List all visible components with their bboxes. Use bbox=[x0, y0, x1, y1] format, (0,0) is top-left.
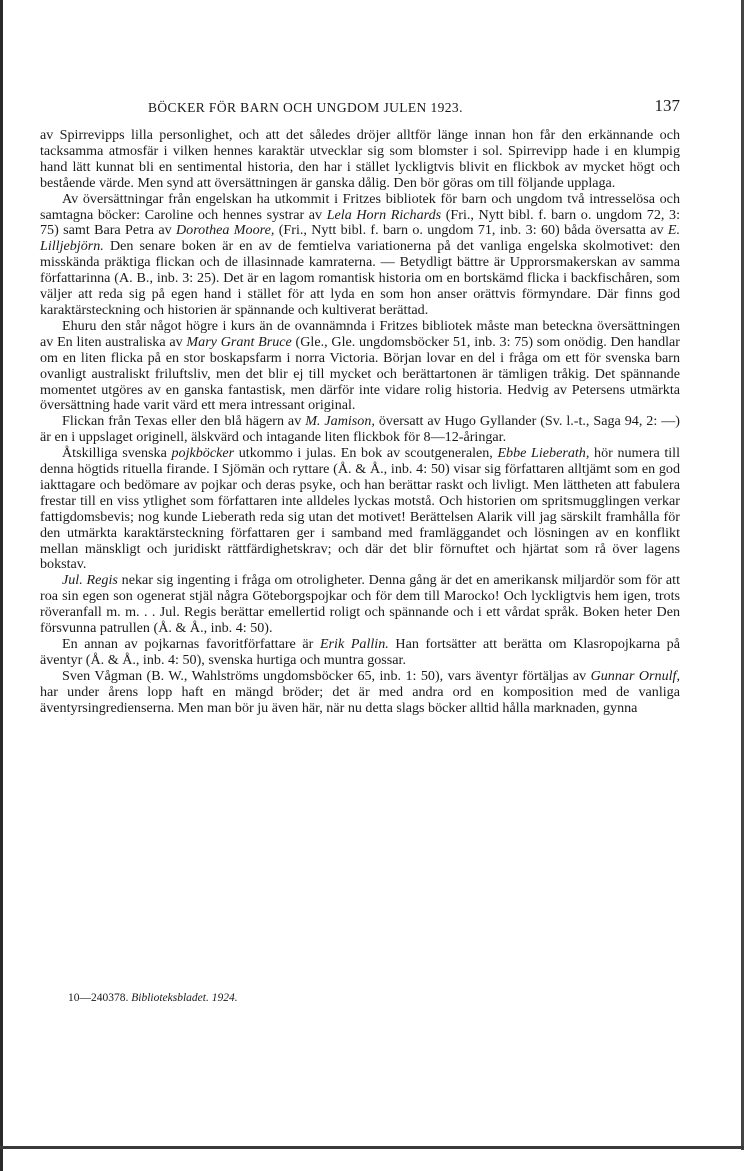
running-header bbox=[40, 96, 680, 120]
text-run: Sven Vågman (B. W., Wahlströms ungdomsböcker 65, inb. 1: 50), vars äventyr förtäljas av bbox=[62, 667, 591, 684]
italic-name: Lela Horn Richards bbox=[326, 206, 442, 223]
italic-name: E. Lilljebjörn. bbox=[40, 222, 680, 255]
text-run: Flickan från Texas eller den blå hägern av bbox=[62, 413, 306, 430]
italic-name: Jul. Regis bbox=[62, 572, 118, 589]
italic-name: Mary Grant Bruce bbox=[186, 333, 292, 350]
italic-name: Dorothea Moore, bbox=[175, 222, 275, 239]
text-run: Han fortsätter att berätta om Klasropojkarna på äventyr (Å. & Å., inb. 4: 50), svenska hurtiga och muntra gossar. bbox=[40, 636, 680, 668]
text-run: En annan av pojkarnas favoritförfattare är bbox=[62, 636, 320, 652]
text-run: har under årens lopp haft en mängd bröder; det är med andra ord en komposition med de vanliga äventyrsingredienserna. Men man bör ju även här, när nu detta slags böcker alltid hålla marknaden, gynna bbox=[40, 683, 680, 716]
paragraph-p5 bbox=[40, 446, 680, 573]
header-title: BÖCKER FÖR BARN OCH UNGDOM JULEN 1923. bbox=[148, 100, 463, 115]
text-run: utkommo i julas. En bok av scoutgeneralen, bbox=[234, 445, 498, 462]
text-run: (Fri., Nytt bibl. f. barn o. ungdom 72, 3: 75) samt Bara Petra av bbox=[40, 206, 680, 239]
scan-edge-left bbox=[0, 0, 3, 1171]
page-number: 137 bbox=[654, 96, 680, 115]
paragraph-p4 bbox=[40, 414, 680, 446]
text-run: hör numera till denna högtids rituella firande. I Sjömän och ryttare (Å. & Å., inb. 4: 50) visar sig författaren alltjämt som en god iakttagare och bedömare av pojkar och deras psyke, och han berättar raskt och livligt. Men lättheten att fabulera frestar till en viss ytlighet som författaren inte alldeles lyckas motstå. Och historien om spritsmugglingen verkar fattigdomsbevis; nog kunde Lieberath reda sig utan det motivet! Berättelsen Alarik vill jag särskilt framhålla för den utmärkta karaktärsteckning författaren ger i samband med framläggandet och lösningen av en konflikt mellan mänskligt och juridiskt rättfärdighetskrav; och där det blir förnuftet och hjärtat som rå över lagens bokstav. bbox=[40, 445, 681, 573]
paragraph-p3 bbox=[40, 319, 680, 414]
text-run: (Fri., Nytt bibl. f. barn o. ungdom 71, inb. 3: 60) båda översatta av bbox=[274, 222, 668, 239]
text-run: Den senare boken är en av de femtielva variationerna på det vanliga engelska skolmotivet: den misskända präktiga flickan och de illasinnade kamraterna. — Betydligt bättre är Upprorsmakerskan av samma författarinna (A. B., inb. 3: 25). Det är en lagom romantisk historia om en bortskämd flicka i backfischåren, som väljer att reda sig på egen hand i stället för att lyda en som hon anser orättvis förmyndare. Där finns god karaktärsteckning och historien är spännande och kultiverat berättad. bbox=[40, 238, 680, 318]
footer-journal: Biblioteksbladet. bbox=[131, 992, 209, 1004]
paragraph-p6 bbox=[40, 573, 680, 637]
paragraph-p2 bbox=[40, 192, 680, 319]
scan-edge-bottom bbox=[0, 1146, 744, 1149]
footer-sheet-number: 10—240378. bbox=[68, 992, 129, 1004]
text-run: Ehuru den står något högre i kurs än de ovannämnda i Fritzes bibliotek måste man beteckna översättningen av En liten australiska av bbox=[40, 317, 680, 350]
italic-name: M. Jamison, bbox=[305, 413, 375, 430]
paragraph-p7 bbox=[40, 637, 680, 669]
footer-signature bbox=[68, 992, 238, 1004]
text-run: (Gle., Gle. ungdomsböcker 51, inb. 3: 75) som onödig. Den handlar om en liten flicka på en stor boskapsfarm i norra Victoria. Början lovar en del i fråga om ett för svenska barn ovanligt australiskt friluftsliv, men det blir ej till mycket och berättartonen är tämligen tråkig. Det spännande momentet utgöres av en ganska fantastisk, men därför inte vidare rolig historia. Hedvig av Petersens utmärkta översättning hade varit värd ett mera intressant original. bbox=[40, 333, 680, 414]
paragraph-p8 bbox=[40, 669, 680, 717]
italic-name: Erik Pallin. bbox=[319, 636, 389, 652]
text-run: översatt av Hugo Gyllander (Sv. l.-t., Saga 94, 2: —) är en i uppslaget originell, älskvärd och intagande liten flickbok för 8—12-åringar. bbox=[40, 413, 680, 446]
paragraph-p1 bbox=[40, 128, 680, 192]
italic-name: pojkböcker bbox=[171, 445, 235, 462]
text-run: nekar sig ingenting i fråga om otroligheter. Denna gång är det en amerikansk miljardör som för att roa sin egen son ogenerat stjäl några Göteborgspojkar och för dem till Marocko! Och lyckligtvis hem igen, trots röveranfall m. m. . . Jul. Regis berättar emellertid roligt och spännande och i ett vårdat språk. Boken heter Den försvunna patrullen (Å. & Å., inb. 4: 50). bbox=[40, 572, 681, 637]
text-run: av Spirrevipps lilla personlighet, och att det således dröjer alltför länge innan hon får den erkännande och tacksamma atmosfär i vilken hennes karaktär utvecklar sig som blomster i sol. Spirrevipp hade i en klumpig hand lätt kunnat bli en sentimental historia, den har i stället lyckligtvis blivit en flickbok av mycket högt och bestående värde. Men synd att översättningen är ganska dålig. Den bör göras om till följande upplaga. bbox=[40, 127, 680, 191]
text-run: Åtskilliga svenska bbox=[62, 445, 172, 462]
text-run: Av översättningar från engelskan ha utkommit i Fritzes bibliotek för barn och ungdom två intresselösa och samtagna böcker: Caroline och hennes systrar av bbox=[40, 190, 680, 223]
body-text bbox=[40, 128, 680, 717]
italic-name: Ebbe Lieberath, bbox=[497, 445, 590, 462]
italic-name: Gunnar Ornulf, bbox=[590, 667, 680, 684]
footer-year: 1924. bbox=[211, 992, 238, 1004]
